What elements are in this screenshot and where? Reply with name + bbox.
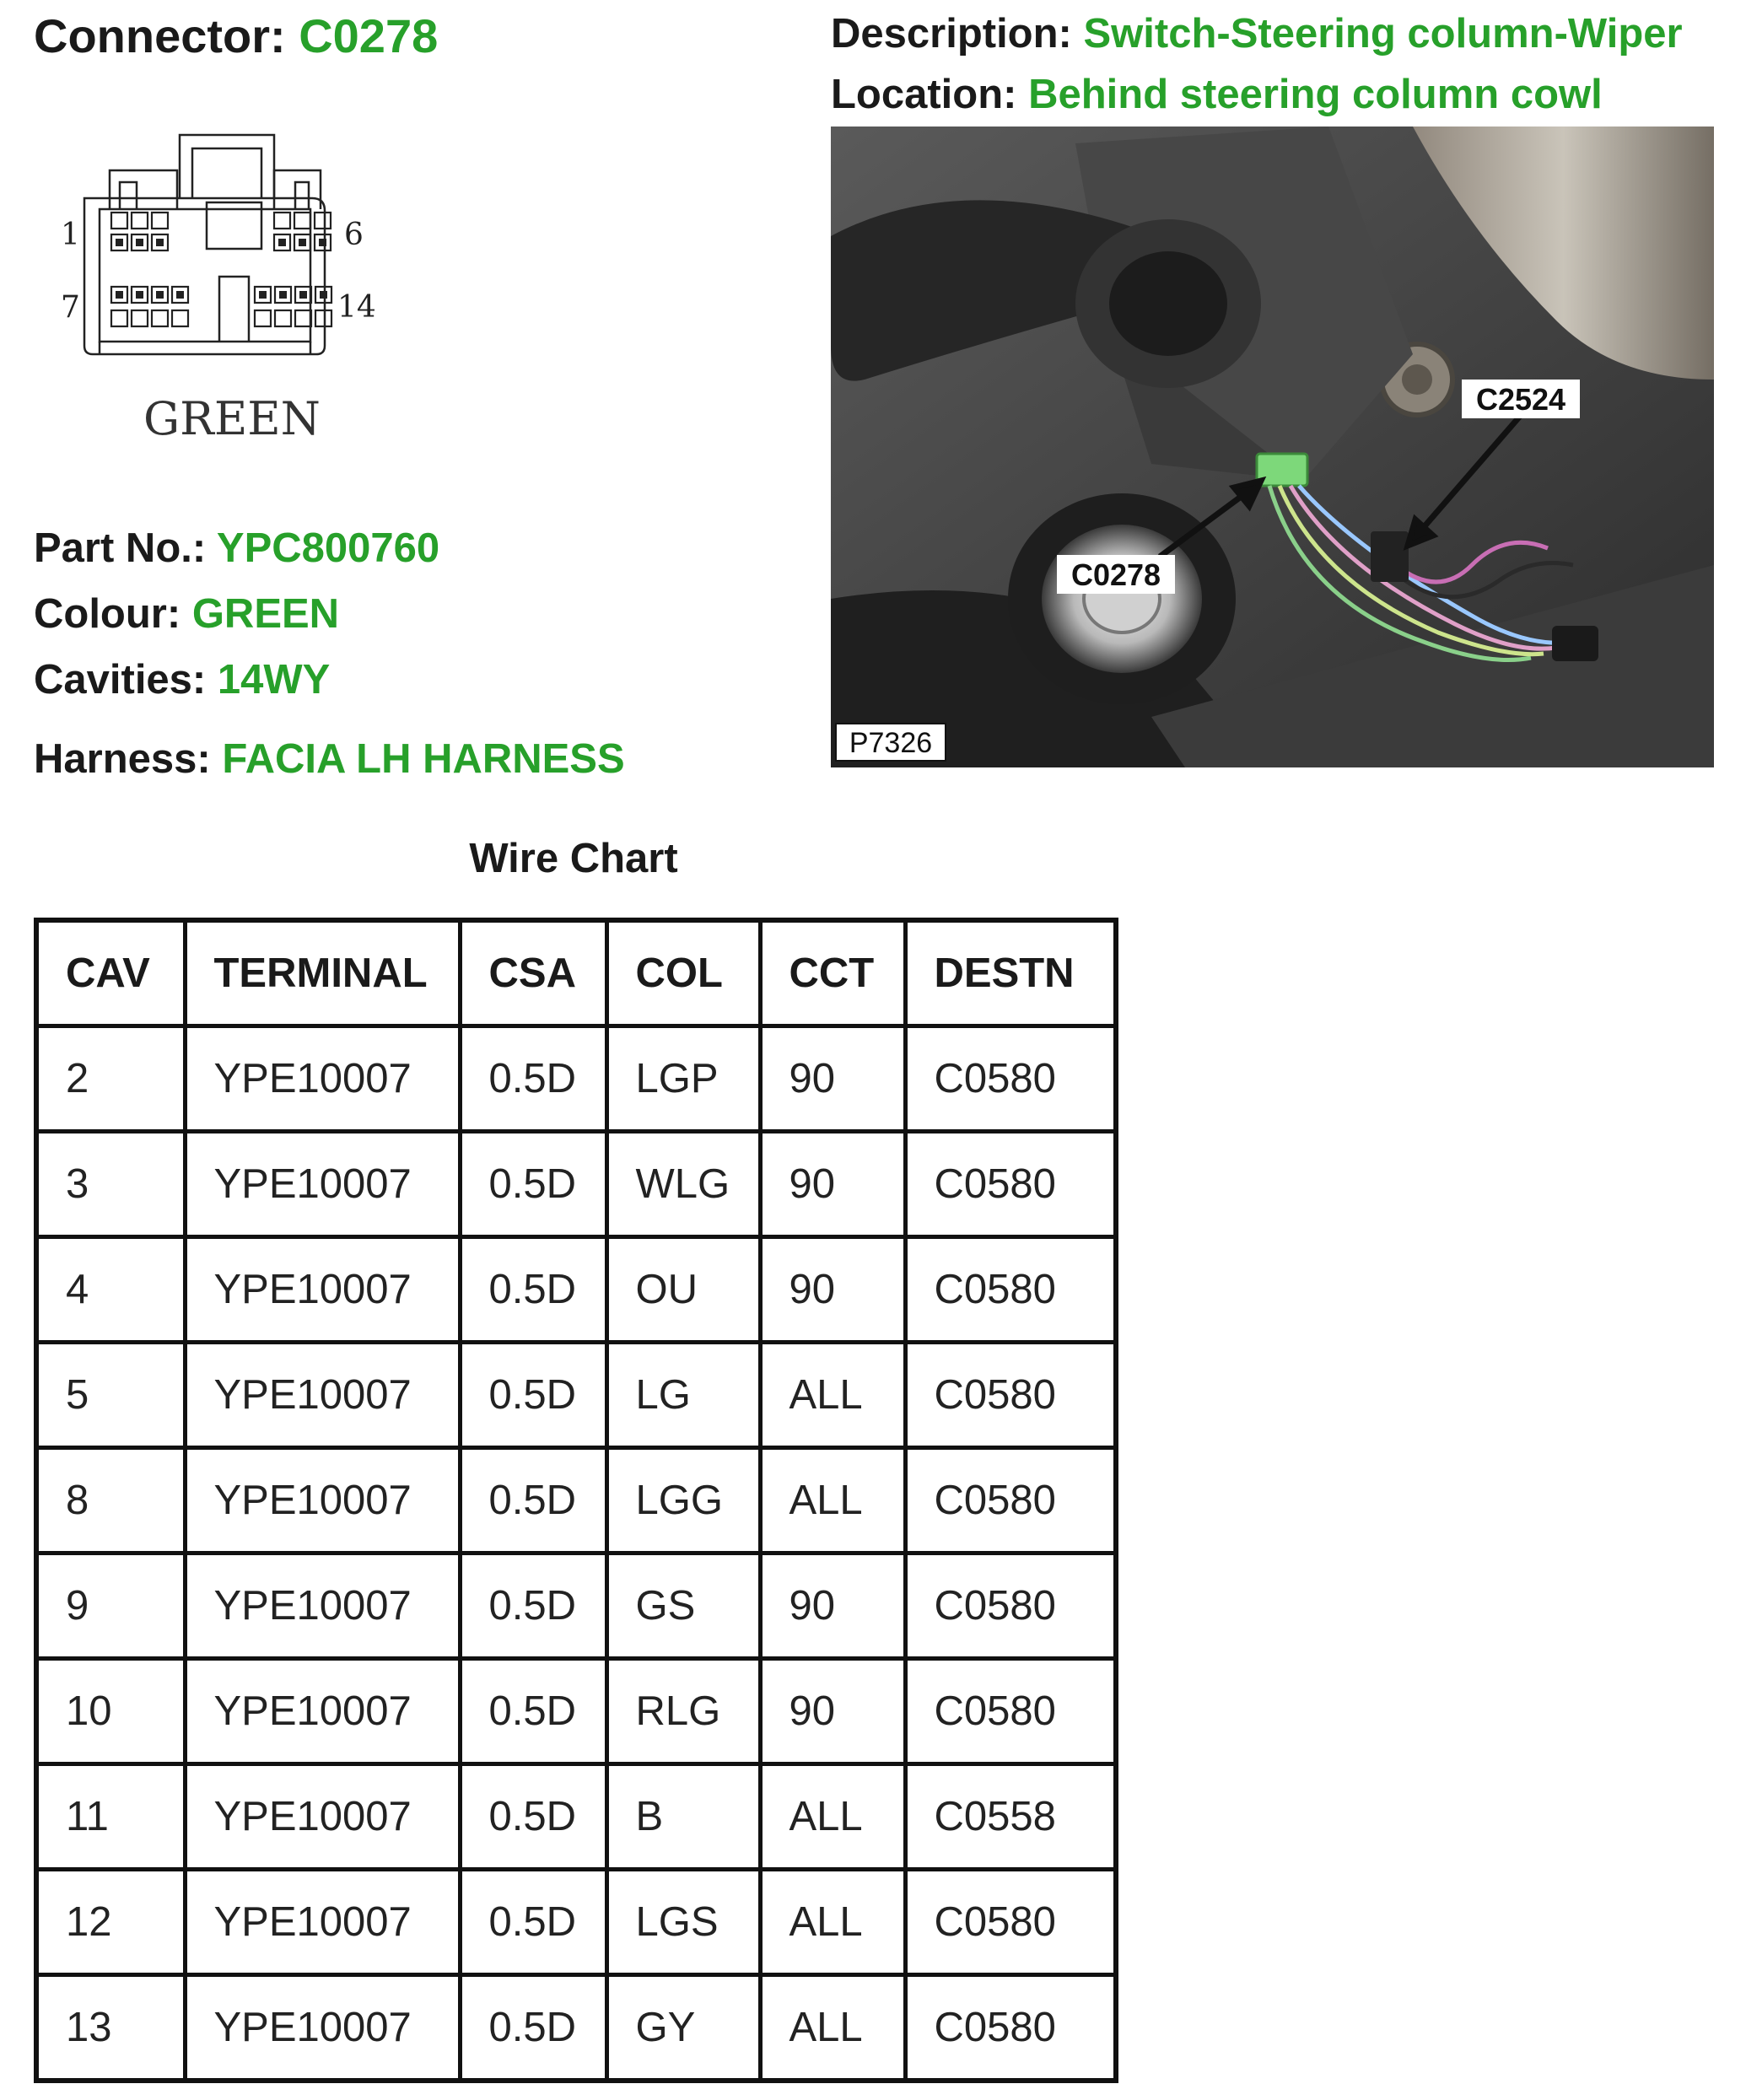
cell-destn: C0580: [905, 1343, 1116, 1448]
cell-cav: 13: [36, 1975, 185, 2081]
cell-terminal: YPE10007: [185, 1870, 460, 1975]
diagram-colour-caption: GREEN: [143, 392, 321, 445]
cell-terminal: YPE10007: [185, 1553, 460, 1659]
cell-destn: C0558: [905, 1764, 1116, 1870]
cell-col: B: [606, 1764, 760, 1870]
table-row: [36, 1764, 1116, 1870]
cell-terminal: YPE10007: [185, 1659, 460, 1764]
pin-label-6: 6: [344, 218, 364, 252]
cell-col: RLG: [606, 1659, 760, 1764]
cell-csa: 0.5D: [460, 1659, 606, 1764]
harness-value: FACIA LH HARNESS: [222, 736, 625, 782]
cell-destn: C0580: [905, 1975, 1116, 2081]
cell-destn: C0580: [905, 1026, 1116, 1132]
cell-col: GY: [606, 1975, 760, 2081]
cell-terminal: YPE10007: [185, 1237, 460, 1343]
header-destn: DESTN: [905, 920, 1116, 1026]
table-row: [36, 1870, 1116, 1975]
colour-value: GREEN: [191, 591, 340, 637]
cell-col: LGG: [606, 1448, 760, 1553]
cell-destn: C0580: [905, 1553, 1116, 1659]
cell-csa: 0.5D: [460, 1132, 606, 1237]
connector-label: Connector:: [34, 9, 286, 62]
cell-cct: ALL: [760, 1764, 905, 1870]
cell-csa: 0.5D: [460, 1026, 606, 1132]
cell-csa: 0.5D: [460, 1975, 606, 2081]
cell-csa: 0.5D: [460, 1870, 606, 1975]
cell-terminal: YPE10007: [185, 1975, 460, 2081]
cell-destn: C0580: [905, 1659, 1116, 1764]
photo-callout-c2524: C2524: [1475, 382, 1566, 417]
location-value: Behind steering column cowl: [1028, 72, 1603, 117]
cell-cct: 90: [760, 1026, 905, 1132]
cell-cct: ALL: [760, 1870, 905, 1975]
part-no-field: [34, 525, 439, 572]
header-cav: CAV: [36, 920, 185, 1026]
cell-cav: 12: [36, 1870, 185, 1975]
cell-cav: 3: [36, 1132, 185, 1237]
cell-cav: 2: [36, 1026, 185, 1132]
cell-cct: 90: [760, 1659, 905, 1764]
description-label: Description:: [831, 11, 1072, 57]
connector-face-diagram: [59, 118, 413, 464]
cell-cav: 8: [36, 1448, 185, 1553]
table-row: [36, 1132, 1116, 1237]
cell-csa: 0.5D: [460, 1764, 606, 1870]
part-no-value: YPC800760: [216, 525, 440, 571]
wire-chart-title: Wire Chart: [469, 836, 678, 881]
table-row: [36, 1975, 1116, 2081]
connector-field: [34, 8, 438, 63]
cell-cct: 90: [760, 1553, 905, 1659]
pin-label-14: 14: [337, 290, 376, 325]
header-cct: CCT: [760, 920, 905, 1026]
cell-terminal: YPE10007: [185, 1448, 460, 1553]
cell-csa: 0.5D: [460, 1553, 606, 1659]
cell-terminal: YPE10007: [185, 1132, 460, 1237]
cell-col: LGS: [606, 1870, 760, 1975]
cell-csa: 0.5D: [460, 1343, 606, 1448]
cell-terminal: YPE10007: [185, 1343, 460, 1448]
cell-cav: 4: [36, 1237, 185, 1343]
table-row: [36, 1026, 1116, 1132]
table-header-row: [36, 920, 1116, 1026]
cell-cct: ALL: [760, 1448, 905, 1553]
cavities-label: Cavities:: [34, 657, 207, 703]
harness-field: [34, 735, 625, 783]
cell-csa: 0.5D: [460, 1237, 606, 1343]
cell-destn: C0580: [905, 1448, 1116, 1553]
colour-field: [34, 590, 339, 638]
cell-col: WLG: [606, 1132, 760, 1237]
table-row: [36, 1343, 1116, 1448]
table-row: [36, 1659, 1116, 1764]
description-value: Switch-Steering column-Wiper: [1083, 11, 1683, 57]
cell-terminal: YPE10007: [185, 1764, 460, 1870]
photo-id: P7326: [849, 727, 933, 759]
cell-csa: 0.5D: [460, 1448, 606, 1553]
cell-destn: C0580: [905, 1870, 1116, 1975]
cell-col: OU: [606, 1237, 760, 1343]
table-row: [36, 1553, 1116, 1659]
cell-destn: C0580: [905, 1237, 1116, 1343]
cell-col: LG: [606, 1343, 760, 1448]
cell-col: LGP: [606, 1026, 760, 1132]
cell-cav: 9: [36, 1553, 185, 1659]
location-photo: [831, 127, 1714, 767]
cavities-field: [34, 656, 330, 703]
cavities-value: 14WY: [217, 657, 331, 703]
cell-destn: C0580: [905, 1132, 1116, 1237]
colour-label: Colour:: [34, 591, 181, 637]
part-no-label: Part No.:: [34, 525, 207, 571]
description-field: [831, 10, 1683, 57]
table-row: [36, 1448, 1116, 1553]
cell-cct: ALL: [760, 1343, 905, 1448]
cell-cav: 10: [36, 1659, 185, 1764]
cell-col: GS: [606, 1553, 760, 1659]
header-csa: CSA: [460, 920, 606, 1026]
location-field: [831, 71, 1603, 118]
wire-chart-table: [34, 918, 1118, 2083]
location-label: Location:: [831, 72, 1017, 117]
header-terminal: TERMINAL: [185, 920, 460, 1026]
photo-callout-c0278: C0278: [1070, 557, 1161, 592]
cell-terminal: YPE10007: [185, 1026, 460, 1132]
header-col: COL: [606, 920, 760, 1026]
cell-cav: 5: [36, 1343, 185, 1448]
pin-label-7: 7: [61, 290, 80, 325]
connector-value: C0278: [299, 9, 439, 62]
cell-cct: ALL: [760, 1975, 905, 2081]
pin-label-1: 1: [61, 218, 80, 252]
cell-cct: 90: [760, 1132, 905, 1237]
harness-label: Harness:: [34, 736, 211, 782]
cell-cct: 90: [760, 1237, 905, 1343]
table-row: [36, 1237, 1116, 1343]
cell-cav: 11: [36, 1764, 185, 1870]
